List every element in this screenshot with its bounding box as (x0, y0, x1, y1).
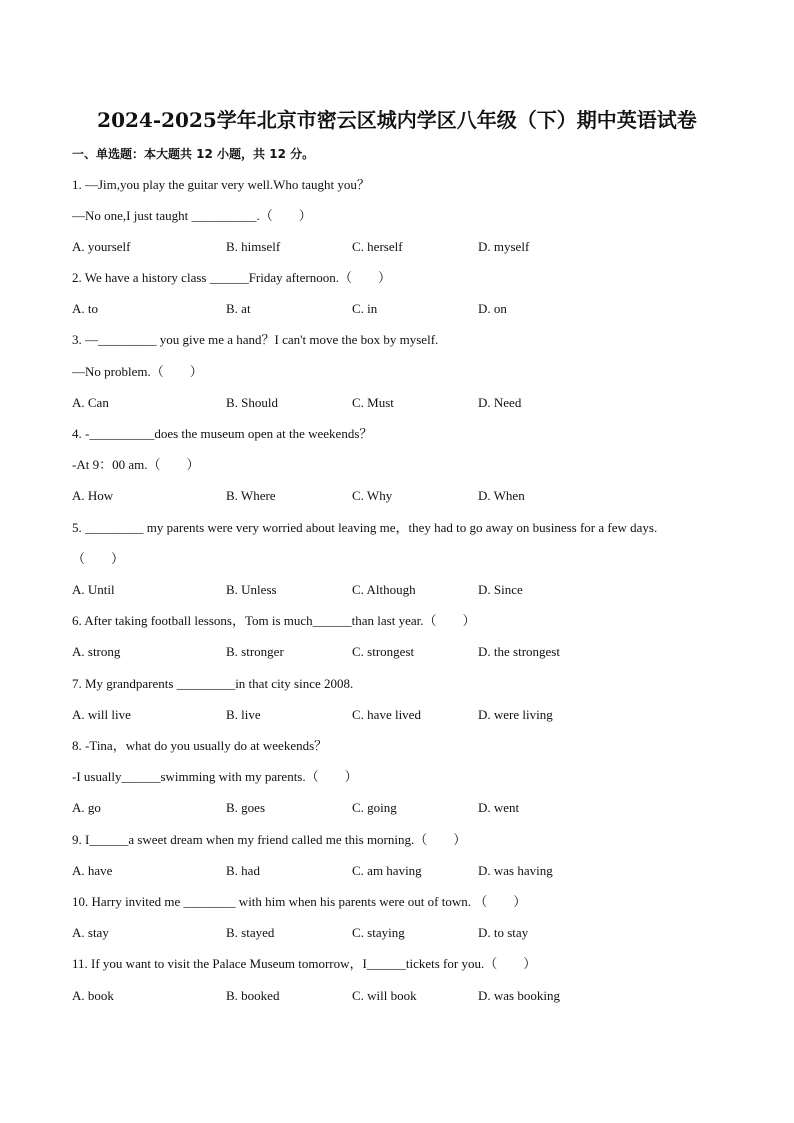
option-a[interactable]: A. How (72, 488, 114, 503)
option-d[interactable]: D. was booking (478, 988, 560, 1003)
option-d[interactable]: D. When (478, 488, 525, 503)
option-d[interactable]: D. to stay (478, 925, 529, 940)
option-b[interactable]: B. booked (226, 988, 280, 1003)
question-9-options (0, 862, 794, 880)
question-4-options (0, 487, 794, 505)
option-c[interactable]: C. staying (352, 925, 405, 940)
question-4-line-1: 4. -__________does the museum open at the weekends？ (72, 426, 373, 441)
question-2-line-1: 2. We have a history class ______Friday afternoon.（ ） (72, 270, 391, 285)
option-b[interactable]: B. Unless (226, 582, 277, 597)
question-6-options (0, 643, 794, 661)
question-1-options (0, 238, 794, 256)
option-b[interactable]: B. stayed (226, 925, 275, 940)
option-c[interactable]: C. strongest (352, 644, 415, 659)
option-c[interactable]: C. will book (352, 988, 417, 1003)
question-5-line-1: 5. _________ my parents were very worried about leaving me，they had to go away on business for a few days. (72, 520, 658, 535)
option-a[interactable]: A. have (72, 863, 113, 878)
option-b[interactable]: B. live (226, 707, 261, 722)
question-3-options (0, 394, 794, 412)
question-11-line-1: 11. If you want to visit the Palace Museum tomorrow，I______tickets for you.（ ） (72, 956, 537, 971)
option-d[interactable]: D. went (478, 800, 520, 815)
option-c[interactable]: C. Why (352, 488, 393, 503)
question-7-line-1: 7. My grandparents _________in that city since 2008. (72, 676, 354, 691)
question-8-line-2: -I usually______swimming with my parents.（ ） (72, 769, 358, 784)
option-c[interactable]: C. Must (352, 395, 394, 410)
option-c[interactable]: C. going (352, 800, 397, 815)
option-a[interactable]: A. yourself (72, 239, 131, 254)
option-b[interactable]: B. had (226, 863, 260, 878)
question-2-options (0, 300, 794, 318)
exam-title: 2024-2025学年北京市密云区城内学区八年级（下）期中英语试卷 (97, 108, 697, 132)
option-d[interactable]: D. were living (478, 707, 553, 722)
option-b[interactable]: B. himself (226, 239, 281, 254)
question-8-line-1: 8. -Tina，what do you usually do at weekends？ (72, 738, 328, 753)
option-d[interactable]: D. was having (478, 863, 553, 878)
option-a[interactable]: A. stay (72, 925, 109, 940)
option-a[interactable]: A. go (72, 800, 101, 815)
option-a[interactable]: A. to (72, 301, 98, 316)
option-a[interactable]: A. book (72, 988, 114, 1003)
question-3-line-1: 3. —_________ you give me a hand？I can't move the box by myself. (72, 332, 439, 347)
option-d[interactable]: D. on (478, 301, 507, 316)
option-b[interactable]: B. at (226, 301, 251, 316)
option-b[interactable]: B. Should (226, 395, 279, 410)
option-b[interactable]: B. stronger (226, 644, 284, 659)
question-1-line-1: 1. —Jim,you play the guitar very well.Who taught you？ (72, 177, 370, 192)
question-7-options (0, 706, 794, 724)
option-d[interactable]: D. Need (478, 395, 522, 410)
question-4-line-2: -At 9：00 am.（ ） (72, 457, 200, 472)
question-1-line-2: —No one,I just taught __________.（ ） (72, 208, 312, 223)
option-c[interactable]: C. am having (352, 863, 422, 878)
option-c[interactable]: C. herself (352, 239, 403, 254)
option-c[interactable]: C. in (352, 301, 378, 316)
option-c[interactable]: C. Although (352, 582, 416, 597)
option-d[interactable]: D. Since (478, 582, 523, 597)
option-c[interactable]: C. have lived (352, 707, 421, 722)
option-b[interactable]: B. Where (226, 488, 276, 503)
section-heading: 一、单选题：本大题共 12 小题，共 12 分。 (72, 147, 315, 161)
option-d[interactable]: D. the strongest (478, 644, 560, 659)
question-5-options (0, 581, 794, 599)
question-6-line-1: 6. After taking football lessons，Tom is much______than last year.（ ） (72, 613, 476, 628)
question-10-line-1: 10. Harry invited me ________ with him when his parents were out of town. （ ） (72, 894, 527, 909)
question-5-line-2: （ ） (72, 551, 125, 566)
question-3-line-2: —No problem.（ ） (72, 364, 203, 379)
question-9-line-1: 9. I______a sweet dream when my friend called me this morning.（ ） (72, 832, 467, 847)
question-8-options (0, 799, 794, 817)
question-10-options (0, 924, 794, 942)
option-a[interactable]: A. strong (72, 644, 121, 659)
option-a[interactable]: A. Until (72, 582, 115, 597)
option-d[interactable]: D. myself (478, 239, 530, 254)
option-a[interactable]: A. Can (72, 395, 109, 410)
question-11-options (0, 987, 794, 1005)
option-b[interactable]: B. goes (226, 800, 265, 815)
option-a[interactable]: A. will live (72, 707, 131, 722)
